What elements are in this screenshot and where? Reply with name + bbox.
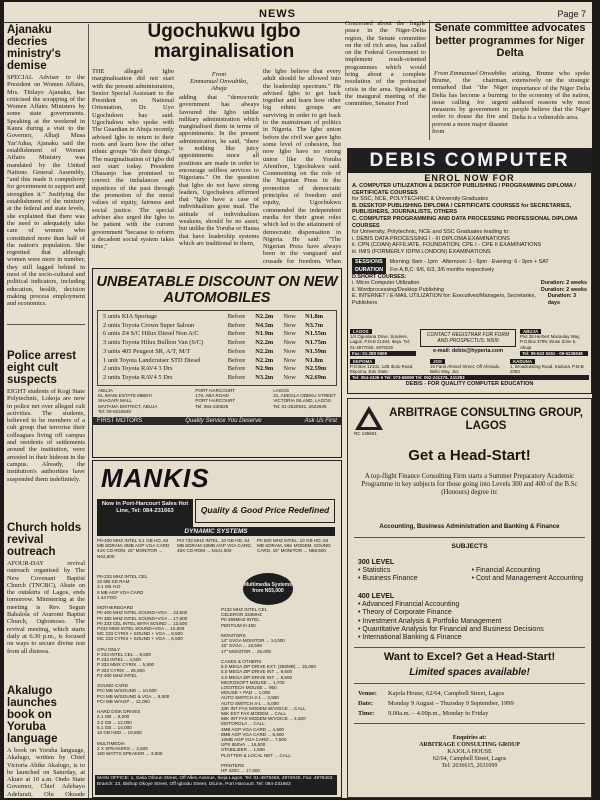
car-old: N2.2m (255, 347, 274, 355)
price-list-left: PII-233 MHZ INTEL CEL 32 MB SD RAM 3.1 GB H.D 8 MB AGP VGA CARD 1.44 FDD MOTHERBOARD PII 400 MHZ INTEL SOUND+VGA ... 23,500 PII 350 MHZ INTEL SOUND+VGA ... 17,600 PII 333 CEL INTEL WITH SOUND ... 13,500 P233 MMX INTEL SOUND+VGA ... 10,500 MC 233 CYRIX + SOUND + VGA ... 8,500 MC 233 CYRIX + SOUND + VGA ... 6,500 CPU ONLY P 233 INTEL CEL ... 9,500 P 233 INTEL ... 4,500 P 333 MMX CYRIX ... 5,500 P 333 CYRIX ... 25,000 P2 400 MHZ INTEL SOUND CARD PCI MB W/SOUND ... 10,500 PCI MB W/SOUND & VGA ... 9,500 PCI MB W/AGP ... 12,000 HARD DISK DRIVES 2.1 GB ... 8,500 3.2 GB ... 12,000 5.1 GB ... 14,000 10 GB HDD ... 18,500 MULTIMEDIA 2 X SPEAKERS ... 2,500 160 WATTS SPEAKER ... 3,500 (97, 574, 188, 756)
spec-a: PII-400 MHZ INTEL 5.1 GB HD, 64 MB SDRAM, 8MB AGP VGA CARD 44X CD ROM, 15" MONITOR ... N62,500 (97, 538, 170, 559)
course-item: for SSC, NCE, POLYTECHNIC & University Graduates (352, 196, 489, 203)
short-course-name: i. Micro Computer Utilization (352, 280, 420, 287)
car-row (100, 313, 334, 322)
price-list-right: P133 MHZ INTEL CEL CELERON 333MHZ PII 366MHZ INTEL PENTIUM III 450 MONITORS 14" SVGA MONITOR ... 14,000 15" SVGA ... 16,500 17" MONITOR ... 25,000 CASES & OTHERS 5.0 MEGA ZIP DRIVE EXT. (250MB) ... 15,000 5.0 MEGA ZIP DRIVE INT ... 9,500 3.0 MEGA ZIP DRIVE INT ... 8,500 MICROSOFT MOUSE ... 1,700 LOGITECH MOUSE ... 950 MOUSE + PAD ... 1,000 AUTO SWITCH 2-1 ... 3,500 AUTO SWITCH 4-1 ... 5,000 33K INT FAX MODEM W/VOICE ... CALL 56K EXT FAX MODEM ... CALL 56K INT FAX MODEM W/VOICE ... 4,500 MOTOROLA ... CALL 4MB AGP VGA CARD ... 4,500 8MB AGP VGA CARD ... 5,500 16MB AGP VGA CARD ... 7,500 UPS 650VA ... 16,500 STABILIZER ... 1,500 PLOTTER & LOCAL NET ... CALL PRINTERS HP 420C ... 17,500 (221, 607, 316, 773)
subjects-label: SUBJECTS (451, 543, 488, 550)
jos-label: JOS (430, 359, 445, 364)
headline-senate: Senate committee advocates better programmes for Niger Delta (434, 22, 586, 59)
course-item: for University, Polytechnic, NCE and SSC Graduates leading to: (352, 229, 510, 236)
car-old: N3.2m (255, 373, 274, 381)
car-before: Before (227, 339, 246, 347)
mankis-main-office: MAIN OFFICE: 1, Saka Olorun Street, Off Allen Avenue, Ikeja-Lagos. Tel: 01-4978468, 4974040, Fax: 4978463 (97, 776, 333, 781)
short-courses (348, 274, 591, 307)
divider (354, 723, 585, 724)
short-course-name: ii. Wordprocessing/Desktop Publishing (352, 286, 444, 293)
byline-from: From (211, 71, 227, 78)
headline-church: Church holds revival outreach (7, 522, 82, 558)
car-old: N2.2m (255, 339, 274, 347)
time-label: Time: (358, 710, 375, 717)
venue-label: Venue: (358, 690, 377, 697)
section-label: NEWS (259, 8, 296, 20)
car-before: Before (227, 330, 246, 338)
car-old: N2.2m (255, 313, 274, 320)
date-label: Date: (358, 700, 373, 707)
level-300-right (472, 567, 583, 583)
divider (354, 683, 585, 684)
article-akalugo: A book on Yoruba language, Akalugo, written by Chief Victoria Abike Akalugo, is to be launched on Saturday, at Akure at 10 a.m. Ondo State Governor, Chief Adebayo Adefarati, Olu Okoade (7, 747, 85, 798)
mankis-footer (95, 775, 337, 795)
car-now: Now (283, 313, 296, 320)
subject-item: • Theory of Corporate Finance (358, 609, 452, 617)
level-400-label: 400 LEVEL (358, 593, 395, 600)
level-300 (358, 559, 583, 584)
main-column-2 (179, 68, 259, 264)
senate-column-2 (512, 70, 590, 142)
car-before: Before (227, 356, 246, 364)
car-item: 2 units Toyota Crown Super Saloon (103, 321, 195, 329)
car-row (100, 365, 334, 374)
main-column-1 (92, 68, 174, 264)
abuja-label: ABUJA (520, 329, 541, 334)
jos-address: 16 Farol Ahmed Street, Off Ahmadu Bello Way, Jos (430, 364, 500, 375)
divider (354, 537, 585, 538)
dealer-tagline: Ask Us First (304, 417, 337, 424)
automobile-discount-ad (92, 268, 342, 458)
mankis-computer-ad (92, 460, 342, 798)
byline-place: Abuja (211, 85, 227, 92)
dealer-name: FIRST MOTORS (97, 417, 143, 424)
course-item: ii. CPN (COAN) AFFILIATE, FOUNDATION, CPE I - CPE II EXAMINATIONS (352, 242, 542, 249)
car-old: N2.9m (255, 365, 274, 373)
spec-b: PIII 733 MHZ INTEL, 10 GB HD, 64 MB SDRAM 32MB AGP VGA CARD, 48X CD ROM ... N101,000 (177, 538, 252, 554)
subject-item: • Cost and Management Accounting (471, 575, 583, 583)
degree-subjects: Accounting, Business Administration and Banking & Finance (379, 523, 560, 530)
car-price-list (97, 310, 337, 386)
subject-item: • Statistics (358, 567, 391, 575)
programme-intro: A top-flight Finance Consulting Firm starts a Summer Preparatory Academic Programme in key subjects for those going into Levels 300 and 400 of the B.Sc (Honours) degree in: (361, 473, 578, 496)
short-course-duration: Duration: 2 weeks (540, 280, 587, 287)
enquiries-building: KAJOLA HOUSE (447, 749, 492, 755)
senate-byline-from: From (434, 70, 449, 77)
mankis-logo: MANKIS (101, 463, 210, 493)
short-courses-label: D.SHORT COURSES: (352, 273, 407, 280)
article-ugochukwu-part1: THE alleged Igbo marginalisation did not start with the present administration, Senior Special Assistant to the President on National Orientation, Dr. Uyo Ugochukwu has said. Ugochukwu who spoke with The Guardian in Abuja recently advised Igbo to return to their roots and learn how the other ethnic groups "do their things." The marginalisation of Igbo did not start today. President Obasanjo has promised to correct the imbalances and injustices of the past through the promotion of the moral values of equity, fairness and social justice. The special adviser also urged the Igbo to be patient with the current government "because to reform a decadent social system takes time," (92, 68, 174, 251)
car-item: 6 units Z4 S/C Hilux Diesel Non A/C (103, 330, 199, 338)
article-ugochukwu-part2: adding that "democratic government has always favoured the Igbo unlike military administration which marginalised them in terms of appointments. In the present administration, he said, "there is nothing like juicy appointments since all positions are made in order to encourage selfless services to Nigerians." On the question that Igbo do not have strong leaders, Ugochukwu affirmed that "Igbo have a case of individualism gone mad. The attitude of individualism weakens, should be no asset; but unlike the Yoruba or Hausa that have leadership systems which are traditional to them, (179, 94, 259, 247)
course-item: i. DEBIS DATA PROCESSING I - III DIPLOMA EXAMINATIONS (352, 235, 510, 242)
quality-banner: Quality & Good Price Redefined (195, 499, 335, 523)
address-abuja: ABUJA EL IMANI ESTATE MBEHI SHAGARI MALL MAITAMA DISTRICT, ABUJA Tel: 09-5232848 (98, 387, 158, 415)
senate-body-left: Brume, the chairman, remarked that "the Niger Delta has become a burning issue calling for urgent measures by government in order to douse the fire and prevent a more major disaster from (432, 77, 508, 135)
car-before: Before (227, 313, 246, 320)
divider (7, 324, 85, 325)
car-before: Before (227, 365, 246, 373)
jos-branch (430, 359, 506, 375)
subject-item: • Advanced Financial Accounting (358, 601, 460, 609)
arbitrage-consulting-ad (347, 398, 592, 798)
car-row (100, 348, 334, 357)
venue-value: Kajola House, 62/64, Campbell Street, Lagos (388, 690, 505, 697)
car-row (100, 322, 334, 331)
lagos-fax: Fax: 01-288 0608 (350, 351, 416, 356)
ekpoma-address: P.O.Box 12101, 12B Iboto Road, Ekpoma, Edo State (350, 364, 414, 375)
course-item: B. DESKTOP PUBLISHING DIPLOMA / CERTIFICATE COURSES for SECRETARIES, PUBLISHERS, JOURNALISTS, OTHERS (352, 202, 572, 216)
duration-row (348, 266, 591, 274)
level-300-left (358, 567, 418, 583)
car-new: N3.7m (305, 321, 324, 329)
car-item: 3 units Toyota Hilux Bullion Van (S/C) (103, 339, 204, 347)
autos-ad-title: UNBEATABLE DISCOUNT ON NEW AUTOMOBILES (96, 274, 338, 306)
car-new: N2.69m (305, 373, 327, 381)
course-item: iii. IMIS (FORMERLY IDPM LONDON) EXAMINATIONS (352, 248, 491, 255)
enquiries-phone: Tel: 2636615, 2631099 (441, 763, 498, 769)
ekpoma-label: EKPOMA (350, 359, 375, 364)
short-course-duration: Duration: 2 weeks (540, 286, 587, 293)
lagos-label: LAGOS (350, 329, 372, 334)
form-prospectus-note: CONTACT REGISTRAR FOR FORM AND PROSPECTUS: N500 (420, 329, 516, 347)
car-item: 5 units KIA Sportage (103, 313, 158, 320)
excel-tagline: Want to Excel? Get a Head-Start! (383, 651, 556, 663)
arbitrage-logo (354, 405, 384, 431)
kaduna-branch (510, 359, 588, 375)
address-lagos: LAGOS 21, ADEOLA ODEKU STREET VICTORIA ISLAND, LAGOS Tel: 01-2620531, 2622645 (273, 387, 336, 409)
car-row (100, 339, 334, 348)
car-item: 2 units Toyota RAV4 3 Drs (103, 365, 173, 373)
car-now: Now (283, 356, 296, 364)
car-now: Now (283, 347, 296, 355)
article-niger-delta-intro: Concerned about the fragile peace in the Niger-Delta region, the Senate committee on the oil rich area, has called on the Federal Government to implement result-oriented programmes which would bring about a complete resolution of the protracted crisis in the area. Speaking at the inaugural meeting of the committee, Senator Fred (345, 20, 426, 108)
car-before: Before (227, 373, 246, 381)
car-now: Now (283, 330, 296, 338)
dynamic-systems-bar: DYNAMIC SYSTEMS (97, 527, 335, 536)
car-new: N2.59m (305, 365, 327, 373)
car-row (100, 357, 334, 366)
article-police: EIGHT students of Kogi State Polytechnic, Lokoja are now in police net over alleged cult activities. The students, believed to be members of a cult group that terrorise their colleagues living off campus and residents of settlements around the institution, were arrested in their hideout in the campus. Already, the institution's authorities have suspended them indefinitely. (7, 388, 85, 483)
multimedia-badge: Multimedia Systems from N55,000 (243, 573, 293, 605)
short-course-item (352, 287, 587, 294)
level-400-list (358, 601, 583, 642)
short-course-item (352, 280, 587, 287)
debis-title: DEBIS COMPUTER (348, 149, 591, 173)
car-item: 2 units Toyota RAV4 5 Drs (103, 373, 173, 381)
level-400 (358, 593, 583, 642)
course-list (348, 183, 591, 256)
article-church: AFOUR-DAY revival outreach organised by The New Covenant Baptist Church (TNCBC), Akute on the outskirts of Lagos, ends tomorrow. Ministering at the meeting is Rev. Segun Babalola of Araromi Baptist Church, Ogbomoso. The revival meeting, which starts daily at 6.30 p.m., is focused on ways to secure divine rest from all distress. (7, 560, 85, 655)
dealer-strip (93, 417, 341, 425)
subject-item: • Financial Accounting (471, 567, 541, 575)
senate-byline-name: Emmanuel Onwubiko (449, 70, 506, 77)
dealer-addresses (93, 386, 341, 417)
car-item: 1 unit Toyota Landcruiser STD Diesel (103, 356, 201, 364)
debis-computer-ad (347, 148, 592, 394)
car-new: N1.59m (305, 347, 327, 355)
duration-label: DURATION (352, 266, 386, 274)
car-now: Now (283, 365, 296, 373)
car-new: N1.55m (305, 330, 327, 338)
rc-number: RC 136601 (354, 431, 377, 436)
debis-contacts (350, 329, 589, 391)
sales-hotline-banner: Now in Port-Harcourt Sales Hot Line, Tel: 084-231663 (97, 499, 193, 529)
date-value: Monday 9 August – Thursday 9 September, 1999 (388, 700, 514, 707)
enrol-now: ENROL NOW FOR (424, 173, 515, 183)
column-rule (429, 20, 430, 140)
dealer-slogan: Quality Service You Deserve (185, 417, 262, 424)
article-ajanaku: SPECIAL Adviser to the President on Women Affairs, Mrs. Titilayo Ajanaku, has criticised the scrapping of the Women Affairs Ministers by some state governments. Speaking at the weekend in Kaura during a visit to the Governor, Alhaji Musa Yar'Adua, Ajanaku said the establishment of Women Affairs Ministry was mandated by the United Nations General Assembly, "and this made it compulsory for government to support and strengthen it." Justifying the establishment of the ministry at the federal and state levels, she explained that there was the need to adequately take care of women who constituted more than half of the nation's population. She regretted that although women were more in number, they still lagged behind in most of the socio-cultural and political indicators, including education, health, decision making process employment and economics. (7, 74, 85, 308)
car-before: Before (227, 347, 246, 355)
enquiries-block (354, 735, 585, 770)
spec-c: PII 500 MHZ INTEL, 10 GB HD, 64 MB SDRAM, 56K MODEM, SOUND CARD, 15" MONITOR ... N88,500 (257, 538, 331, 554)
car-new: N1.75m (305, 339, 327, 347)
car-now: Now (283, 339, 296, 347)
newspaper-page (4, 2, 592, 798)
arbitrage-title: ARBITRAGE CONSULTING GROUP, LAGOS (389, 407, 583, 432)
sessions-row (348, 258, 591, 266)
left-column (7, 24, 85, 798)
level-300-label: 300 LEVEL (358, 559, 395, 566)
short-course-duration: Duration: 3 days (547, 293, 577, 306)
limited-spaces: Limited spaces available! (409, 667, 530, 678)
short-courses-list (352, 280, 587, 306)
car-new: N1.8m (305, 313, 324, 320)
abuja-branch (520, 329, 588, 356)
car-new: N1.8m (305, 356, 324, 364)
abuja-tel: Tel: 09-523 5261 · 09-5236848 (520, 351, 588, 356)
column-rule (88, 24, 89, 798)
lagos-branch (350, 329, 416, 356)
car-old: N1.9m (255, 330, 274, 338)
subject-item: • International Banking & Finance (358, 634, 462, 642)
kaduna-address: 1, Broadcasting Road, Kaduna. P.M.B 2093 (510, 364, 584, 375)
mankis-branch: Branch: 23, Bishop Okoye Street, Off Igbodu Street, D/Line, Port Harcourt. Tel: 084-231663 (97, 782, 291, 788)
enquiries-address: 62/64, Campbell Street, Lagos (432, 756, 507, 762)
subject-item: • Business Finance (358, 575, 418, 583)
senate-byline (432, 70, 508, 77)
ekpoma-branch (350, 359, 426, 375)
head-start-headline: Get a Head-Start! (408, 447, 531, 464)
car-row (100, 330, 334, 339)
article-ugochukwu-part3: the Igbo believe that every adult should be allowed into the leadership spectrum." He advised Igbo to get back together and learn how other big ethnic groups are surviving in order to get back to the mainstream of politics in Nigeria. The Igbo union before the civil war gave Igbo some level of cohesion, but now Igbo have no strong union like the Yoruba Afenifere, Ugochukwu said. Commenting on the role of the Nigerian Press in the promotion of democratic principles of freedom and equity, Ugochukwu commended the independent media for their great roles which led to the attainment of democratic dispensation in Nigeria. He said: "The Nigerian Press have always been in the vanguard and crusade for freedom. When (263, 68, 341, 264)
car-old: N4.5m (255, 321, 274, 329)
address-port-harcourt: PORT HARCOURT 176, ABA ROAD PORT HARCOURT Tel: 084-230525 (195, 387, 236, 409)
car-row (100, 374, 334, 383)
senate-column-1 (432, 70, 508, 142)
debis-email: e-mail: debis@hyperia.com (433, 348, 503, 354)
enquiries-label: Enquiries at: (452, 735, 487, 741)
byline-name: Emmanuel Onwubiko, (190, 78, 248, 85)
branch-phones: Tel: 054-2435·5 Tel: 073-58090 Tel: 062-241276, 241283 (350, 375, 589, 380)
short-course-name: E. INTERNET / E-MAIL UTILIZATION for: Executives/Managers, Secretaries, Publishers (352, 293, 536, 306)
senate-body-right: arising. Brume who spoke extensively on the strategic importance of the Niger Delta to the economy of the nation, adduced reasons why most people believe that the Niger Delta is a vulnerable area. (512, 70, 590, 121)
byline (179, 71, 259, 92)
headline-akalugo: Akalugo launches book on Yoruba language (7, 685, 58, 745)
debis-slogan: DEBIS - FOR QUALITY COMPUTER EDUCATION (405, 381, 534, 387)
subject-item: • Quantitative Analysis for Financial and Business Decisions (358, 625, 544, 633)
car-before: Before (227, 321, 246, 329)
sessions-label: SESSIONS (352, 258, 386, 266)
time-value: 9.00a.m. – 4.00p.m., Monday to Friday (388, 710, 489, 717)
sessions-text: Morning: 8am - 1pm · Afternoon: 1 - 6pm · Evening: 6 - 9pm + SAT (389, 258, 549, 265)
divider (354, 647, 585, 648)
car-now: Now (283, 321, 296, 329)
abuja-address: Plot 38 Herbert Macaulay Way, P.O.Box 3799, Wuse Zone 5, Abuja (520, 334, 581, 350)
duration-text: For A,B,C: 9/6, 6/3, 3/6 months respectively (390, 266, 495, 273)
course-item: A. COMPUTER UTILIZATION & DESKTOP PUBLISHING / PROGRAMMING DIPLOMA / CERTIFICATE COURSES (352, 183, 576, 196)
page-number: Page 7 (557, 9, 586, 19)
main-column-3 (263, 68, 341, 264)
car-item: 3 units 405 Peugeot SR, A/T, M/T (103, 347, 191, 355)
course-item: C. COMPUTER PROGRAMMING AND DATA PROCESSING PROFESSIONAL DIPLOMA COURSES (352, 215, 578, 229)
event-details (358, 689, 583, 719)
car-old: N2.2m (255, 356, 274, 364)
kaduna-label: KADUNA (510, 359, 535, 364)
subject-item: • Investment Analysis & Portfolio Management (358, 617, 502, 625)
car-now: Now (283, 373, 296, 381)
lagos-address: 1/4 Ogunlana Drive, Surulere, Lagos. P.M.B 21484, Ikeja. Tel: 01-4977028, 4979229 (350, 334, 411, 350)
short-course-item (352, 293, 587, 306)
headline-ugochukwu: Ugochukwu Igbo marginalisation (147, 21, 301, 62)
headline-ajanaku: Ajanaku decries ministry's demise (7, 24, 61, 72)
enquiries-company: ARBITRAGE CONSULTING GROUP (419, 742, 520, 748)
headline-police: Police arrest eight cult suspects (7, 350, 77, 386)
